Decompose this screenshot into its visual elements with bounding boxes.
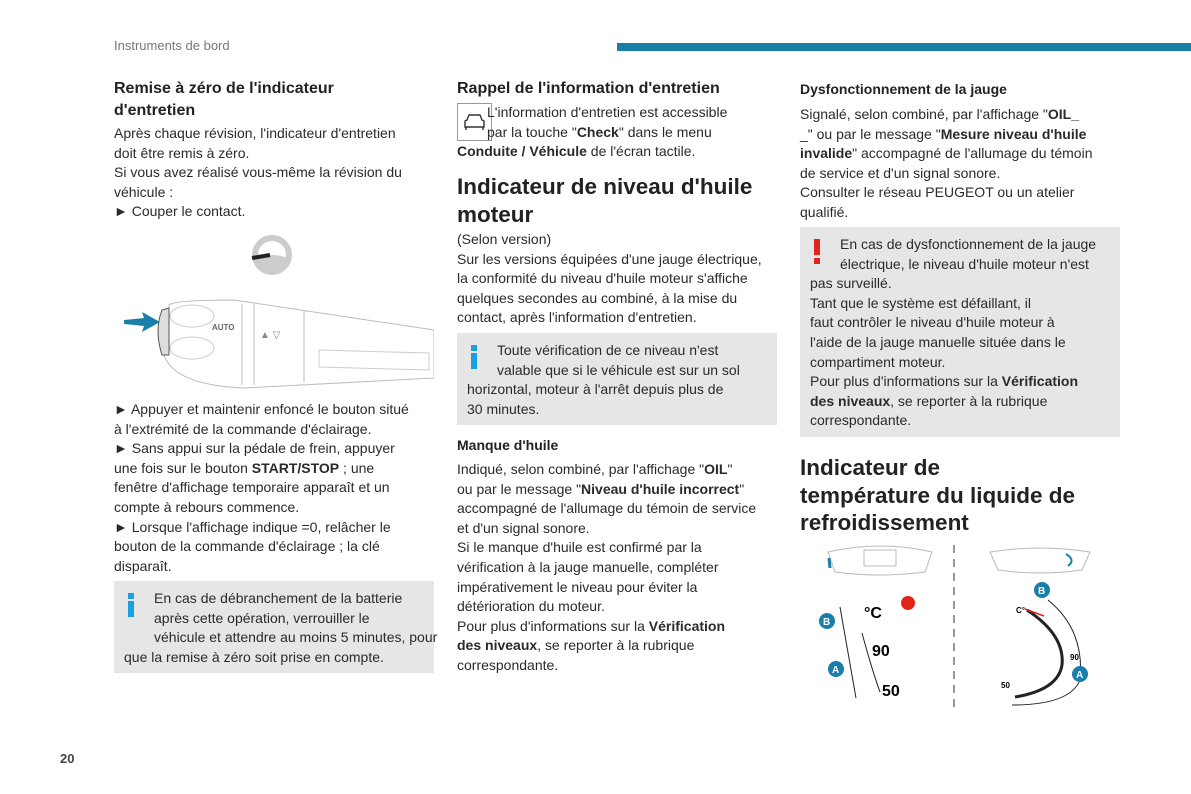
text-line — [800, 105, 1093, 125]
text-line — [114, 439, 409, 459]
text-line — [810, 372, 1110, 392]
text-line — [124, 648, 424, 668]
text-line — [114, 202, 402, 222]
text: Pour plus d'informations sur la — [810, 373, 1002, 390]
text: une fois sur le bouton — [114, 459, 252, 476]
text: , se reporter à la rubrique — [537, 637, 695, 654]
text-line — [114, 478, 409, 498]
text: " accompagné de l'allumage du témoin — [852, 145, 1093, 162]
text-line — [114, 124, 402, 144]
steering-wheel-icon — [252, 238, 289, 272]
svg-text:°C: °C — [864, 605, 882, 622]
header-accent-bar — [617, 43, 1191, 51]
text: fenêtre d'affichage temporaire apparaît et un — [114, 479, 390, 496]
text-line — [810, 235, 1110, 255]
text: pas surveillé. — [810, 275, 892, 292]
text-line — [810, 294, 1110, 314]
text-line — [467, 400, 767, 420]
text-line — [114, 420, 409, 440]
text: ► Couper le contact. — [114, 203, 246, 220]
text-line — [457, 142, 727, 162]
text: à l'extrémité de la commande d'éclairage. — [114, 420, 372, 437]
text-line — [457, 460, 756, 480]
heading-gauge-malfunction — [800, 80, 1007, 99]
page-number: 20 — [60, 751, 75, 766]
text-line — [457, 558, 756, 578]
text-line — [800, 164, 1093, 184]
text: Remise à zéro de l'indicateur — [114, 80, 334, 97]
text-line — [457, 269, 762, 289]
text: Si le manque d'huile est confirmé par la — [457, 539, 702, 556]
heading-maintenance-reminder — [457, 78, 720, 100]
text: " — [739, 480, 745, 497]
bold-text: OIL_ — [1047, 106, 1079, 122]
text-line — [114, 100, 334, 122]
section-header: Instruments de bord — [114, 38, 230, 53]
bold-text: Niveau d'huile incorrect — [581, 480, 740, 497]
text-line — [457, 538, 756, 558]
bold-text: invalide — [800, 145, 853, 162]
paragraph-oil-shortage — [457, 460, 756, 676]
text-line — [457, 123, 727, 143]
text-line — [114, 144, 402, 164]
paragraph-gauge-malfunction — [800, 105, 1093, 223]
text-line — [457, 289, 762, 309]
text: Consulter le réseau PEUGEOT ou un atelier — [800, 184, 1075, 201]
text: Signalé, selon combiné, par l'affichage " — [800, 106, 1048, 122]
svg-text:A: A — [1076, 670, 1084, 681]
text-line — [800, 183, 1093, 203]
text-line — [800, 80, 1007, 99]
text-line — [457, 519, 756, 539]
text: température du liquide de — [800, 482, 1076, 508]
text-line — [810, 392, 1110, 412]
warning-icon — [812, 239, 822, 263]
text-line — [114, 400, 409, 420]
text-line — [457, 636, 756, 656]
info-icon — [126, 593, 136, 617]
lighting-stalk-figure — [114, 230, 434, 395]
text: ► Sans appui sur la pédale de frein, appuyer — [114, 440, 395, 457]
text-line — [457, 617, 756, 637]
text: après cette opération, verrouiller le — [154, 609, 370, 626]
text-line — [114, 557, 409, 577]
text: d'entretien — [114, 102, 196, 119]
text: En cas de dysfonctionnement de la jauge — [840, 236, 1097, 252]
text: En cas de débranchement de la batterie — [154, 590, 403, 606]
text-line — [800, 203, 1093, 223]
heading-reset-maintenance — [114, 78, 334, 122]
text: _" ou par le message " — [800, 125, 941, 142]
bold-text: Vérification — [1001, 373, 1079, 390]
svg-text:50: 50 — [1001, 681, 1010, 690]
text-line — [800, 509, 1075, 537]
text-line — [800, 454, 1075, 482]
text: vérification à la jauge manuelle, compléter — [457, 558, 719, 575]
text-line — [457, 597, 756, 617]
svg-text:A: A — [832, 665, 840, 676]
text: L'information d'entretien est accessible — [487, 104, 728, 120]
bold-text: START/STOP — [251, 459, 340, 476]
text: ► Appuyer et maintenir enfoncé le bouton situé — [114, 401, 409, 417]
text: que la remise à zéro soit prise en compte. — [124, 648, 384, 665]
text: la conformité du niveau d'huile moteur s'affiche — [457, 270, 748, 287]
info-note-horizontal — [457, 333, 777, 425]
text: quelques secondes au combiné, à la mise du — [457, 289, 738, 306]
text: ; une — [339, 459, 375, 476]
text-line — [457, 308, 762, 328]
text: Pour plus d'informations sur la — [457, 617, 649, 634]
text-line — [114, 537, 409, 557]
text: Dysfonctionnement de la jauge — [800, 81, 1007, 97]
bold-text: des niveaux — [457, 637, 538, 654]
paragraph-reset-intro — [114, 124, 402, 222]
text-line — [467, 380, 767, 400]
text-line — [800, 482, 1075, 510]
text: et d'un signal sonore. — [457, 519, 590, 536]
text: Indicateur de — [800, 455, 941, 480]
text: électrique, le niveau d'huile moteur n'est — [840, 255, 1089, 272]
text-line — [114, 183, 402, 203]
text: correspondante. — [457, 656, 559, 673]
text-line — [810, 333, 1110, 353]
text-line — [457, 103, 727, 123]
text: véhicule : — [114, 183, 174, 200]
heading-coolant-temp — [800, 454, 1075, 537]
text: disparaît. — [114, 557, 172, 574]
text-line — [457, 436, 558, 455]
svg-text:90: 90 — [1070, 653, 1079, 662]
svg-text:B: B — [823, 617, 831, 628]
text: compte à rebours commence. — [114, 498, 300, 515]
info-icon — [469, 345, 479, 369]
text-line — [457, 656, 756, 676]
text-line — [457, 499, 756, 519]
text: moteur — [457, 201, 534, 227]
paragraph-oil-level — [457, 230, 762, 328]
text: impérativement le niveau pour éviter la — [457, 578, 698, 595]
text-line — [457, 201, 752, 229]
text: Rappel de l'information d'entretien — [457, 80, 720, 97]
paragraph-check-info — [457, 103, 727, 162]
text-line — [114, 78, 334, 100]
text-line — [457, 173, 752, 201]
heading-oil-level — [457, 173, 752, 228]
text: par la touche " — [487, 123, 577, 140]
text-line — [457, 578, 756, 598]
text-line — [457, 230, 762, 250]
text: Tant que le système est défaillant, il — [810, 294, 1032, 311]
press-arrow-icon — [124, 312, 160, 332]
paragraph-reset-steps — [114, 400, 409, 576]
text: Après chaque révision, l'indicateur d'entretien — [114, 125, 396, 141]
text: ou par le message " — [457, 480, 582, 497]
text: qualifié. — [800, 203, 849, 220]
svg-text:B: B — [1038, 586, 1046, 597]
text: , se reporter à la rubrique — [890, 392, 1048, 409]
text: contact, après l'information d'entretien. — [457, 309, 697, 326]
text: " dans le menu — [618, 123, 712, 140]
text-line — [810, 313, 1110, 333]
alert-light-icon — [901, 596, 915, 610]
bold-text: Conduite / Véhicule — [457, 143, 587, 160]
text-line — [800, 144, 1093, 164]
coolant-gauge-figure — [800, 540, 1120, 715]
svg-text:90: 90 — [872, 643, 890, 660]
text: refroidissement — [800, 510, 969, 535]
text-line — [810, 411, 1110, 431]
text: Indicateur de niveau d'huile — [457, 174, 753, 199]
text-line — [124, 609, 424, 629]
text: Manque d'huile — [457, 437, 559, 453]
text-line — [810, 353, 1110, 373]
text-line — [467, 361, 767, 381]
text: correspondante. — [810, 412, 912, 429]
text: Toute vérification de ce niveau n'est — [497, 342, 719, 358]
text: Si vous avez réalisé vous-même la révision du — [114, 164, 402, 181]
svg-text:50: 50 — [882, 683, 900, 700]
text: détérioration du moteur. — [457, 598, 605, 615]
text: bouton de la commande d'éclairage ; la clé — [114, 538, 380, 555]
text-line — [800, 125, 1093, 145]
text-line — [114, 498, 409, 518]
text-line — [810, 274, 1110, 294]
text: doit être remis à zéro. — [114, 144, 250, 161]
text-line — [457, 78, 720, 100]
text-line — [114, 518, 409, 538]
svg-text:C°: C° — [1016, 606, 1025, 615]
text-line — [457, 480, 756, 500]
bold-text: Mesure niveau d'huile — [940, 125, 1087, 142]
text: faut contrôler le niveau d'huile moteur à — [810, 314, 1055, 331]
info-note-battery — [114, 581, 438, 673]
text: de service et d'un signal sonore. — [800, 164, 1001, 181]
text-line — [810, 255, 1110, 275]
text: accompagné de l'allumage du témoin de service — [457, 500, 757, 517]
heading-oil-shortage — [457, 436, 558, 455]
text-line — [124, 628, 438, 648]
svg-text:▲ ▽: ▲ ▽ — [260, 330, 281, 341]
text: valable que si le véhicule est sur un sol — [497, 361, 740, 378]
text: 30 minutes. — [467, 400, 540, 417]
text: de l'écran tactile. — [586, 143, 696, 160]
text: " — [727, 461, 733, 477]
bold-text: Check — [576, 123, 619, 140]
text: Sur les versions équipées d'une jauge électrique, — [457, 250, 762, 267]
text-line — [467, 341, 767, 361]
text-line — [114, 163, 402, 183]
text: (Selon version) — [457, 231, 552, 247]
warning-note-gauge — [800, 227, 1120, 437]
text-line — [124, 589, 424, 609]
text-line — [457, 250, 762, 270]
bold-text: OIL — [704, 461, 728, 477]
text-line — [114, 459, 409, 479]
text: l'aide de la jauge manuelle située dans le — [810, 333, 1066, 350]
bold-text: Vérification — [648, 617, 726, 634]
text: ► Lorsque l'affichage indique =0, relâcher le — [114, 518, 391, 535]
auto-label: AUTO — [212, 323, 235, 332]
text: compartiment moteur. — [810, 353, 946, 370]
text: véhicule et attendre au moins 5 minutes, pour — [154, 629, 438, 646]
bold-text: des niveaux — [810, 392, 891, 409]
text: horizontal, moteur à l'arrêt depuis plus de — [467, 381, 724, 398]
text: Indiqué, selon combiné, par l'affichage " — [457, 461, 705, 477]
